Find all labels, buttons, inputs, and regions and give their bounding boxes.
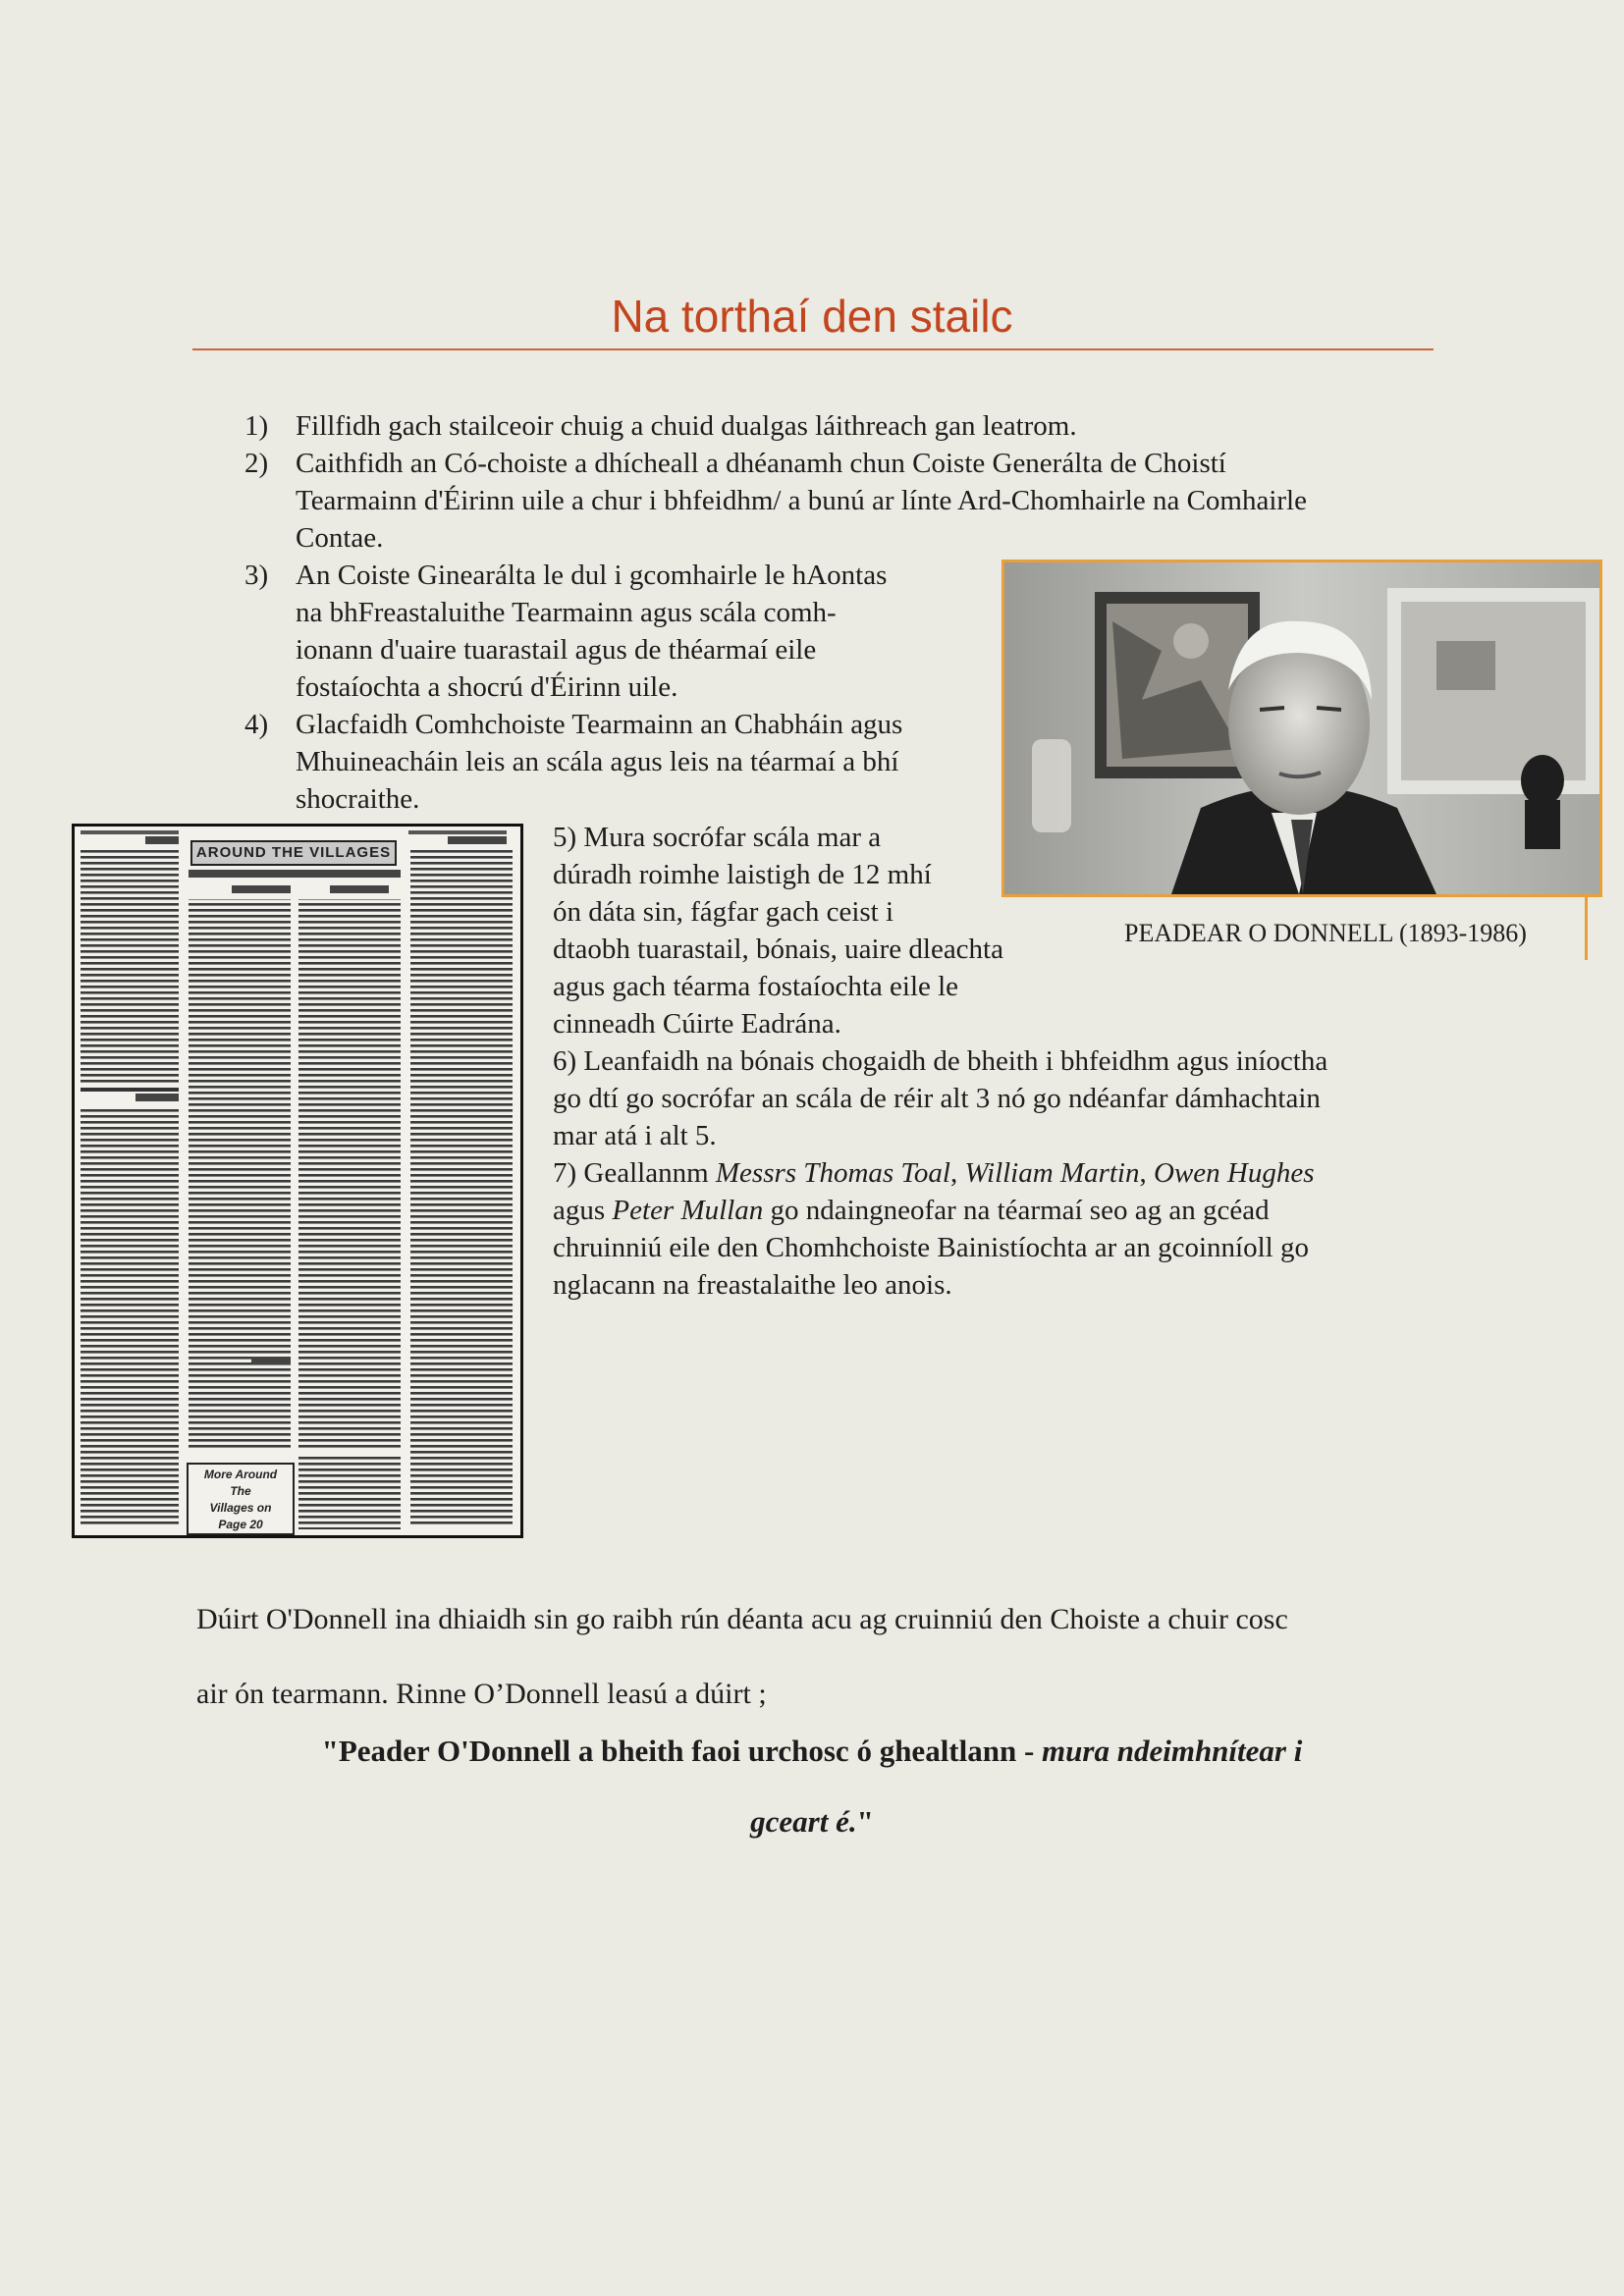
paragraph-line: agus gach téarma fostaíochta eile le xyxy=(553,971,959,1002)
newspaper-text-columns xyxy=(75,827,520,1535)
item-text-line: An Coiste Ginearálta le dul i gcomhairle le hAontas xyxy=(296,560,888,591)
closing-line: air ón tearmann. Rinne O’Donnell leasú a dúirt ; xyxy=(196,1678,767,1710)
page-title: Na torthaí den stailc xyxy=(611,291,1013,342)
paragraph-line: ón dáta sin, fágfar gach ceist i xyxy=(553,896,894,928)
paragraph-7 xyxy=(553,1154,1535,1304)
quote-italic: mura ndeimhnítear i xyxy=(1042,1734,1303,1768)
paragraph-line xyxy=(553,1154,1535,1192)
newspaper-headline: AROUND THE VILLAGES xyxy=(190,840,397,866)
closing-paragraph xyxy=(196,1582,1571,1732)
list-item-1 xyxy=(244,407,1472,445)
paragraph-line: go dtí go socrófar an scála de réir alt 3 nó go ndéanfar dámhachtain xyxy=(553,1083,1321,1114)
item-text-line: fostaíochta a shocrú d'Éirinn uile. xyxy=(296,671,678,703)
item-text-line: na bhFreastaluithe Tearmainn agus scála comh- xyxy=(296,597,837,628)
paragraph-line: dúradh roimhe laistigh de 12 mhí xyxy=(553,859,932,890)
paragraph-line: dtaobh tuarastail, bónais, uaire dleachta xyxy=(553,934,1003,965)
newspaper-continued-box xyxy=(187,1463,295,1535)
item-number: 2) xyxy=(244,448,269,479)
paragraph-line: cinneadh Cúirte Eadrána. xyxy=(553,1008,841,1040)
item-text-line: Tearmainn d'Éirinn uile a chur i bhfeidhm/ a bunú ar línte Ard-Chomhairle na Comhairle xyxy=(296,485,1307,516)
newspaper-clipping xyxy=(72,824,523,1538)
quote-end: " xyxy=(856,1804,874,1839)
item-text-line: Caithfidh an Có-choiste a dhícheall a dhéanamh chun Coiste Generálta de Choistí xyxy=(296,448,1226,479)
name-william-martin: William Martin xyxy=(964,1157,1140,1189)
quote-italic: gceart é. xyxy=(750,1804,857,1839)
paragraph-5 xyxy=(553,819,1063,1042)
portrait-illustration xyxy=(1004,562,1599,894)
para7-line2-prefix: agus xyxy=(553,1195,613,1226)
item-text-line: Contae. xyxy=(296,522,384,554)
list-item-3 xyxy=(244,557,991,706)
paragraph-line: 5) Mura socrófar scála mar a xyxy=(553,822,882,853)
para7-line2-suffix: go ndaingneofar na téarmaí seo ag an gcéad xyxy=(763,1195,1270,1226)
item-number: 4) xyxy=(244,709,269,740)
paragraph-line: mar atá i alt 5. xyxy=(553,1120,717,1151)
title-rule xyxy=(192,348,1434,350)
item-text-line: ionann d'uaire tuarastail agus de théarmaí eile xyxy=(296,634,817,666)
item-text-line: shocraithe. xyxy=(296,783,420,815)
name-thomas-toal: Messrs Thomas Toal xyxy=(715,1157,950,1189)
item-number: 3) xyxy=(244,560,269,591)
paragraph-line: nglacann na freastalaithe leo anois. xyxy=(553,1269,952,1301)
portrait-photo xyxy=(1001,560,1602,897)
list-item-2 xyxy=(244,445,1472,557)
list-item-4 xyxy=(244,706,991,818)
closing-line: Dúirt O'Donnell ina dhiaidh sin go raibh rún déanta acu ag cruinniú den Choiste a chuir cosc xyxy=(196,1603,1288,1635)
name-peter-mullan: Peter Mullan xyxy=(612,1195,764,1226)
item-number: 1) xyxy=(244,410,269,442)
item-text-line: Fillfidh gach stailceoir chuig a chuid dualgas láithreach gan leatrom. xyxy=(296,410,1077,442)
item-text-line: Glacfaidh Comhchoiste Tearmainn an Chabháin agus xyxy=(296,709,903,740)
continued-line: Villages on xyxy=(209,1501,272,1515)
paragraph-line: chruinniú eile den Chomhchoiste Bainistíochta ar an gcoinníoll go xyxy=(553,1232,1309,1263)
separator: , xyxy=(949,1157,965,1189)
name-owen-hughes: Owen Hughes xyxy=(1154,1157,1315,1189)
separator: , xyxy=(1139,1157,1154,1189)
item-text-line: Mhuineacháin leis an scála agus leis na téarmaí a bhí xyxy=(296,746,899,777)
paragraph-6 xyxy=(553,1042,1535,1154)
continued-line: The xyxy=(230,1484,251,1498)
continued-line: More Around xyxy=(203,1468,278,1481)
paragraph-line xyxy=(553,1192,1535,1229)
quote-line-2 xyxy=(0,1802,1624,1842)
continued-line: Page 20 xyxy=(218,1518,263,1531)
quote-bold: "Peader O'Donnell a bheith faoi urchosc ó ghealtlann - xyxy=(321,1734,1043,1768)
paragraph-line: 6) Leanfaidh na bónais chogaidh de bheith i bhfeidhm agus iníoctha xyxy=(553,1045,1328,1077)
photo-caption: PEADEAR O DONNELL (1893-1986) xyxy=(1124,919,1527,947)
quote-line-1 xyxy=(0,1732,1624,1771)
para7-prefix: 7) Geallannm xyxy=(553,1157,716,1189)
